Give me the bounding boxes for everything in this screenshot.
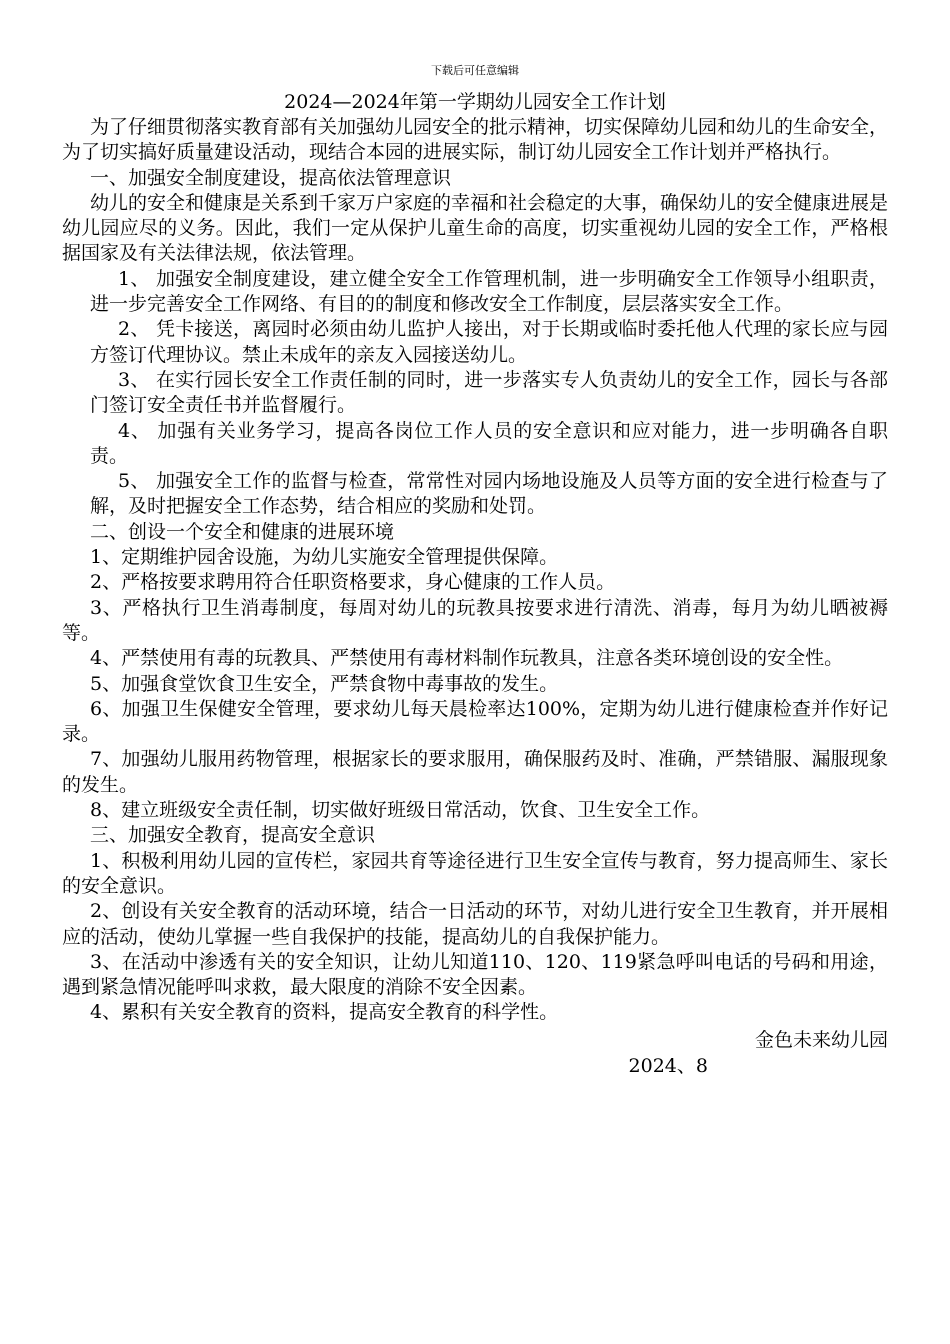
signature: 金色未来幼儿园: [754, 1028, 888, 1051]
section2-item: 2、严格按要求聘用符合任职资格要求，身心健康的工作人员。: [90, 571, 616, 594]
section1-item: 5、 加强安全工作的监督与检查，常常性对园内场地设施及人员等方面的安全进行检查与了解，及时把握安全工作态势，结合相应的奖励和处罚。: [90, 470, 888, 518]
section2-item: 5、加强食堂饮食卫生安全，严禁食物中毒事故的发生。: [90, 672, 559, 695]
date: 2024、8: [628, 1054, 708, 1077]
document-title: 2024—2024年第一学期幼儿园安全工作计划: [284, 91, 666, 113]
section3-item: 3、在活动中渗透有关的安全知识，让幼儿知道110、120、119紧急呼叫电话的号码和用途，遇到紧急情况能呼叫求救，最大限度的消除不安全因素。: [62, 950, 888, 999]
section1-item: 2、 凭卡接送，离园时必须由幼儿监护人接出，对于长期或临时委托他人代理的家长应与园方签订代理协议。禁止未成年的亲友入园接送幼儿。: [90, 318, 888, 366]
section2-item: 6、加强卫生保健安全管理，要求幼儿每天晨检率达100%，定期为幼儿进行健康检查并作好记录。: [62, 697, 888, 746]
section3-item: 4、累积有关安全教育的资料，提高安全教育的科学性。: [90, 1001, 559, 1024]
section3-heading: 三、加强安全教育，提高安全意识: [90, 824, 376, 847]
section1-item: 4、 加强有关业务学习，提高各岗位工作人员的安全意识和应对能力，进一步明确各自职责。: [90, 419, 888, 467]
section1-intro: 幼儿的安全和健康是关系到千家万户家庭的幸福和社会稳定的大事，确保幼儿的安全健康进展是幼儿园应尽的义务。因此，我们一定从保护儿童生命的高度，切实重视幼儿园的安全工作，严格根据国家及有关法律法规，依法管理。: [62, 191, 889, 265]
intro-paragraph: 为了仔细贯彻落实教育部有关加强幼儿园安全的批示精神，切实保障幼儿园和幼儿的生命安全，为了切实搞好质量建设活动，现结合本园的进展实际，制订幼儿园安全工作计划并严格执行。: [62, 116, 889, 164]
section2-item: 7、加强幼儿服用药物管理，根据家长的要求服用，确保服药及时、准确，严禁错服、漏服现象的发生。: [62, 748, 888, 796]
section2-item: 1、定期维护园舍设施，为幼儿实施安全管理提供保障。: [90, 546, 559, 569]
section1-item: 1、 加强安全制度建设，建立健全安全工作管理机制，进一步明确安全工作领导小组职责，进一步完善安全工作网络、有目的的制度和修改安全工作制度，层层落实安全工作。: [90, 267, 888, 316]
section1-heading: 一、加强安全制度建设，提高依法管理意识: [90, 166, 452, 189]
section2-item: 4、严禁使用有毒的玩教具、严禁使用有毒材料制作玩教具，注意各类环境创设的安全性。: [90, 647, 844, 670]
section2-item: 3、严格执行卫生消毒制度，每周对幼儿的玩教具按要求进行清洗、消毒，每月为幼儿晒被褥等。: [62, 596, 888, 644]
section3-item: 2、创设有关安全教育的活动环境，结合一日活动的环节，对幼儿进行安全卫生教育，并开展相应的活动，使幼儿掌握一些自我保护的技能，提高幼儿的自我保护能力。: [62, 900, 888, 948]
section1-item: 3、 在实行园长安全工作责任制的同时，进一步落实专人负责幼儿的安全工作，园长与各部门签订安全责任书并监督履行。: [90, 368, 888, 417]
section3-item: 1、积极利用幼儿园的宣传栏，家园共育等途径进行卫生安全宣传与教育，努力提高师生、家长的安全意识。: [62, 849, 888, 897]
section2-item: 8、建立班级安全责任制，切实做好班级日常活动，饮食、卫生安全工作。: [90, 799, 711, 822]
header-note: 下载后可任意编辑: [431, 64, 519, 77]
section2-heading: 二、创设一个安全和健康的进展环境: [90, 520, 395, 543]
